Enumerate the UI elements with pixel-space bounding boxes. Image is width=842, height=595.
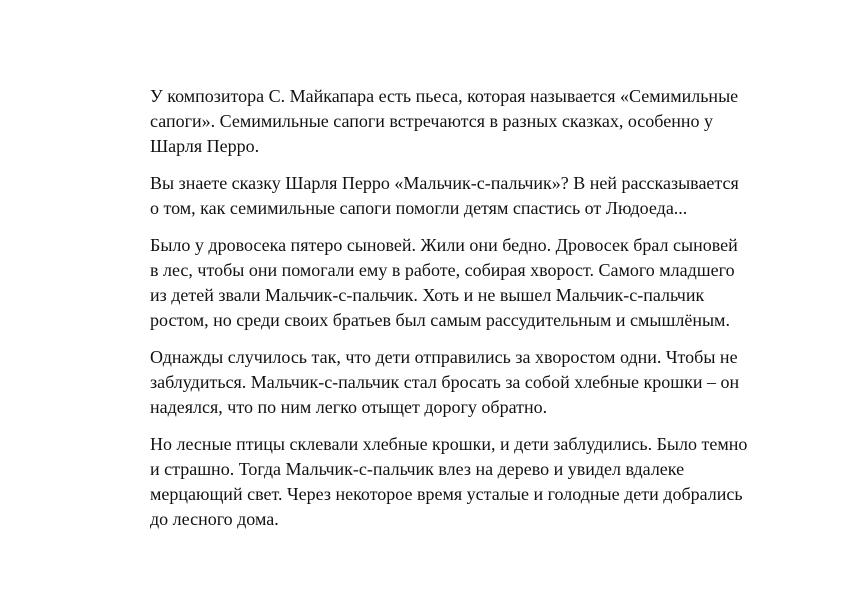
story-text — [150, 84, 750, 544]
paragraph-5: Но лесные птицы склевали хлебные крошки, и дети заблудились. Было темно и страшно. Тогда Мальчик-с-пальчик влез на дерево и увидел вдалеке мерцающий свет. Через некоторое время усталые и голодные дети добрались до лесного дома. — [150, 434, 748, 529]
paragraph-1: У композитора С. Майкапара есть пьеса, которая называется «Семимильные сапоги». Семимильные сапоги встречаются в разных сказках, особенно у Шарля Перро. — [150, 86, 739, 156]
paragraph-2: Вы знаете сказку Шарля Перро «Мальчик-с-пальчик»? В ней рассказывается о том, как семимильные сапоги помогли детям спастись от Людоеда... — [150, 173, 739, 218]
paragraph-4: Однажды случилось так, что дети отправились за хворостом одни. Чтобы не заблудиться. Мальчик-с-пальчик стал бросать за собой хлебные крошки – он надеялся, что по ним легко отыщет дорогу обратно. — [150, 347, 740, 417]
paragraph-3: Было у дровосека пятеро сыновей. Жили они бедно. Дровосек брал сыновей в лес, чтобы они помогали ему в работе, собирая хворост. Самого младшего из детей звали Мальчик-с-пальчик. Хоть и не вышел Мальчик-с-пальчик ростом, но среди своих братьев был самым рассудительным и смышлёным. — [150, 235, 738, 330]
